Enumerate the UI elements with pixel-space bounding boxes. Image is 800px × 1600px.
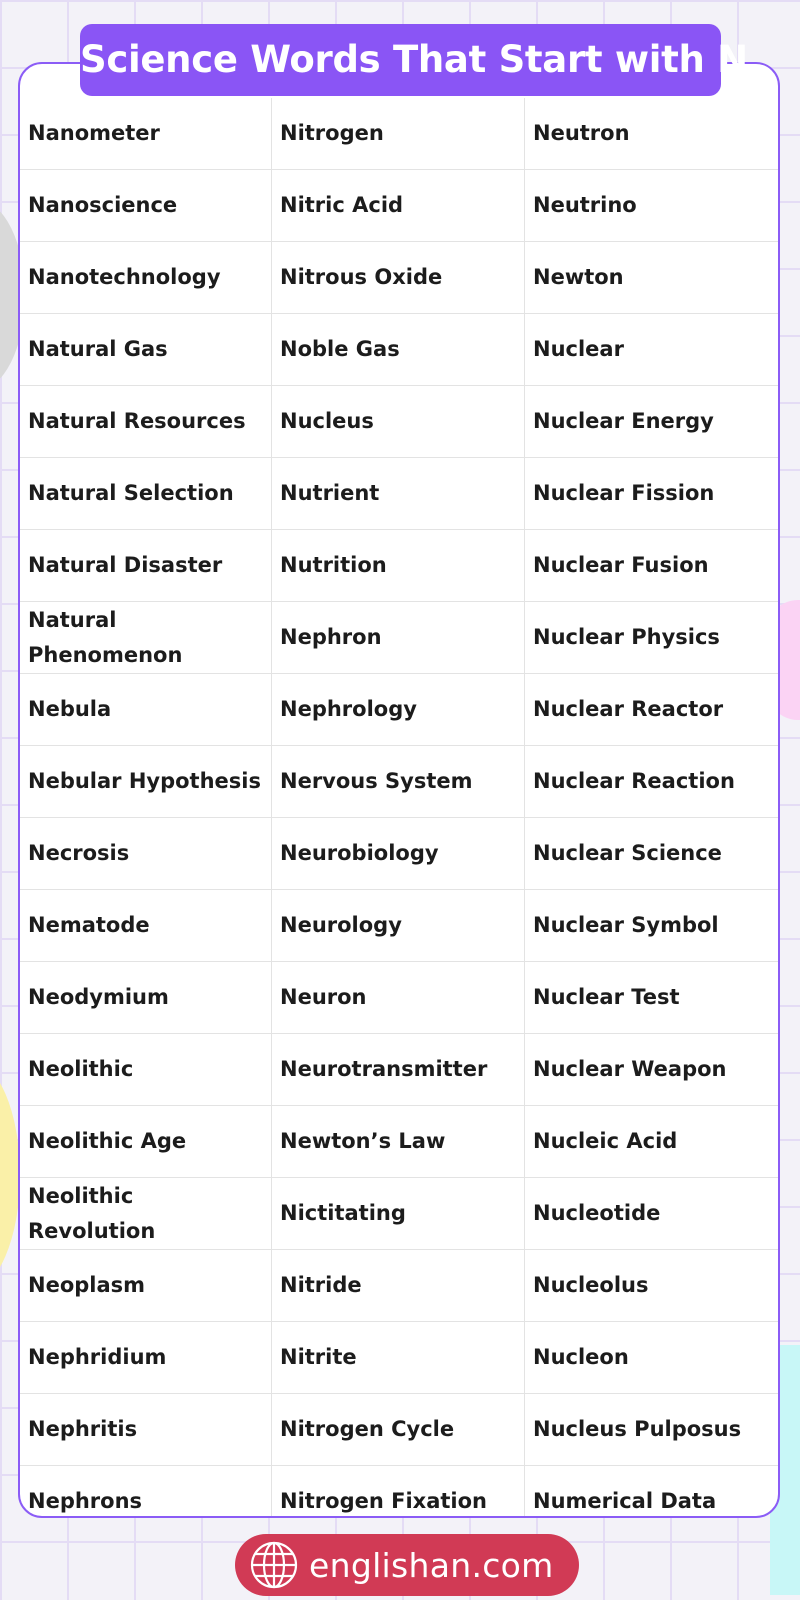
word-cell: Neolithic Age	[20, 1106, 272, 1178]
word-cell: Necrosis	[20, 818, 272, 890]
word-cell: Nephridium	[20, 1322, 272, 1394]
word-cell: Nucleolus	[525, 1250, 778, 1322]
word-cell: Neolithic Revolution	[20, 1178, 272, 1250]
word-cell: Nitrogen Fixation	[272, 1466, 525, 1518]
word-cell: Nuclear Energy	[525, 386, 778, 458]
word-cell: Nephritis	[20, 1394, 272, 1466]
word-cell: Nebula	[20, 674, 272, 746]
word-cell: Nephrons	[20, 1466, 272, 1518]
word-cell: Nitrite	[272, 1322, 525, 1394]
word-cell: Nervous System	[272, 746, 525, 818]
word-cell: Numerical Data	[525, 1466, 778, 1518]
word-cell: Nanoscience	[20, 170, 272, 242]
word-cell: Natural Resources	[20, 386, 272, 458]
word-cell: Natural Gas	[20, 314, 272, 386]
word-cell: Nuclear	[525, 314, 778, 386]
word-cell: Neurotransmitter	[272, 1034, 525, 1106]
decorative-yellow-shape	[0, 1060, 20, 1290]
word-cell: Nuclear Reaction	[525, 746, 778, 818]
word-cell: Nanometer	[20, 98, 272, 170]
word-cell: Nitrogen Cycle	[272, 1394, 525, 1466]
word-cell: Nucleic Acid	[525, 1106, 778, 1178]
word-cell: Neurology	[272, 890, 525, 962]
word-cell: Nucleotide	[525, 1178, 778, 1250]
word-cell: Nanotechnology	[20, 242, 272, 314]
word-cell: Neurobiology	[272, 818, 525, 890]
globe-icon	[249, 1540, 299, 1590]
word-cell: Nuclear Fusion	[525, 530, 778, 602]
word-cell: Neutrino	[525, 170, 778, 242]
word-cell: Noble Gas	[272, 314, 525, 386]
word-cell: Nictitating	[272, 1178, 525, 1250]
word-table	[20, 98, 778, 1518]
website-badge[interactable]	[235, 1534, 579, 1596]
word-cell: Nucleus Pulposus	[525, 1394, 778, 1466]
word-cell: Nuclear Science	[525, 818, 778, 890]
word-cell: Nebular Hypothesis	[20, 746, 272, 818]
word-cell: Nuclear Reactor	[525, 674, 778, 746]
page-title: Science Words That Start with N	[80, 24, 721, 96]
word-cell: Neuron	[272, 962, 525, 1034]
word-cell: Nematode	[20, 890, 272, 962]
word-cell: Natural Disaster	[20, 530, 272, 602]
word-cell: Nitrous Oxide	[272, 242, 525, 314]
word-cell: Nucleon	[525, 1322, 778, 1394]
word-cell: Neoplasm	[20, 1250, 272, 1322]
word-cell: Nitrogen	[272, 98, 525, 170]
word-cell: Neutron	[525, 98, 778, 170]
word-cell: Nitric Acid	[272, 170, 525, 242]
word-cell: Newton	[525, 242, 778, 314]
word-cell: Nitride	[272, 1250, 525, 1322]
word-cell: Nuclear Weapon	[525, 1034, 778, 1106]
word-cell: Nutrient	[272, 458, 525, 530]
website-url[interactable]: englishan.com	[309, 1545, 554, 1585]
word-cell: Nuclear Fission	[525, 458, 778, 530]
word-cell: Nephron	[272, 602, 525, 674]
word-table-card	[18, 62, 780, 1518]
word-cell: Natural Selection	[20, 458, 272, 530]
word-cell: Newton’s Law	[272, 1106, 525, 1178]
word-cell: Nuclear Symbol	[525, 890, 778, 962]
word-cell: Neodymium	[20, 962, 272, 1034]
word-cell: Nucleus	[272, 386, 525, 458]
word-cell: Nutrition	[272, 530, 525, 602]
word-cell: Nephrology	[272, 674, 525, 746]
word-cell: Nuclear Test	[525, 962, 778, 1034]
word-cell: Nuclear Physics	[525, 602, 778, 674]
word-cell: Neolithic	[20, 1034, 272, 1106]
word-cell: Natural Phenomenon	[20, 602, 272, 674]
